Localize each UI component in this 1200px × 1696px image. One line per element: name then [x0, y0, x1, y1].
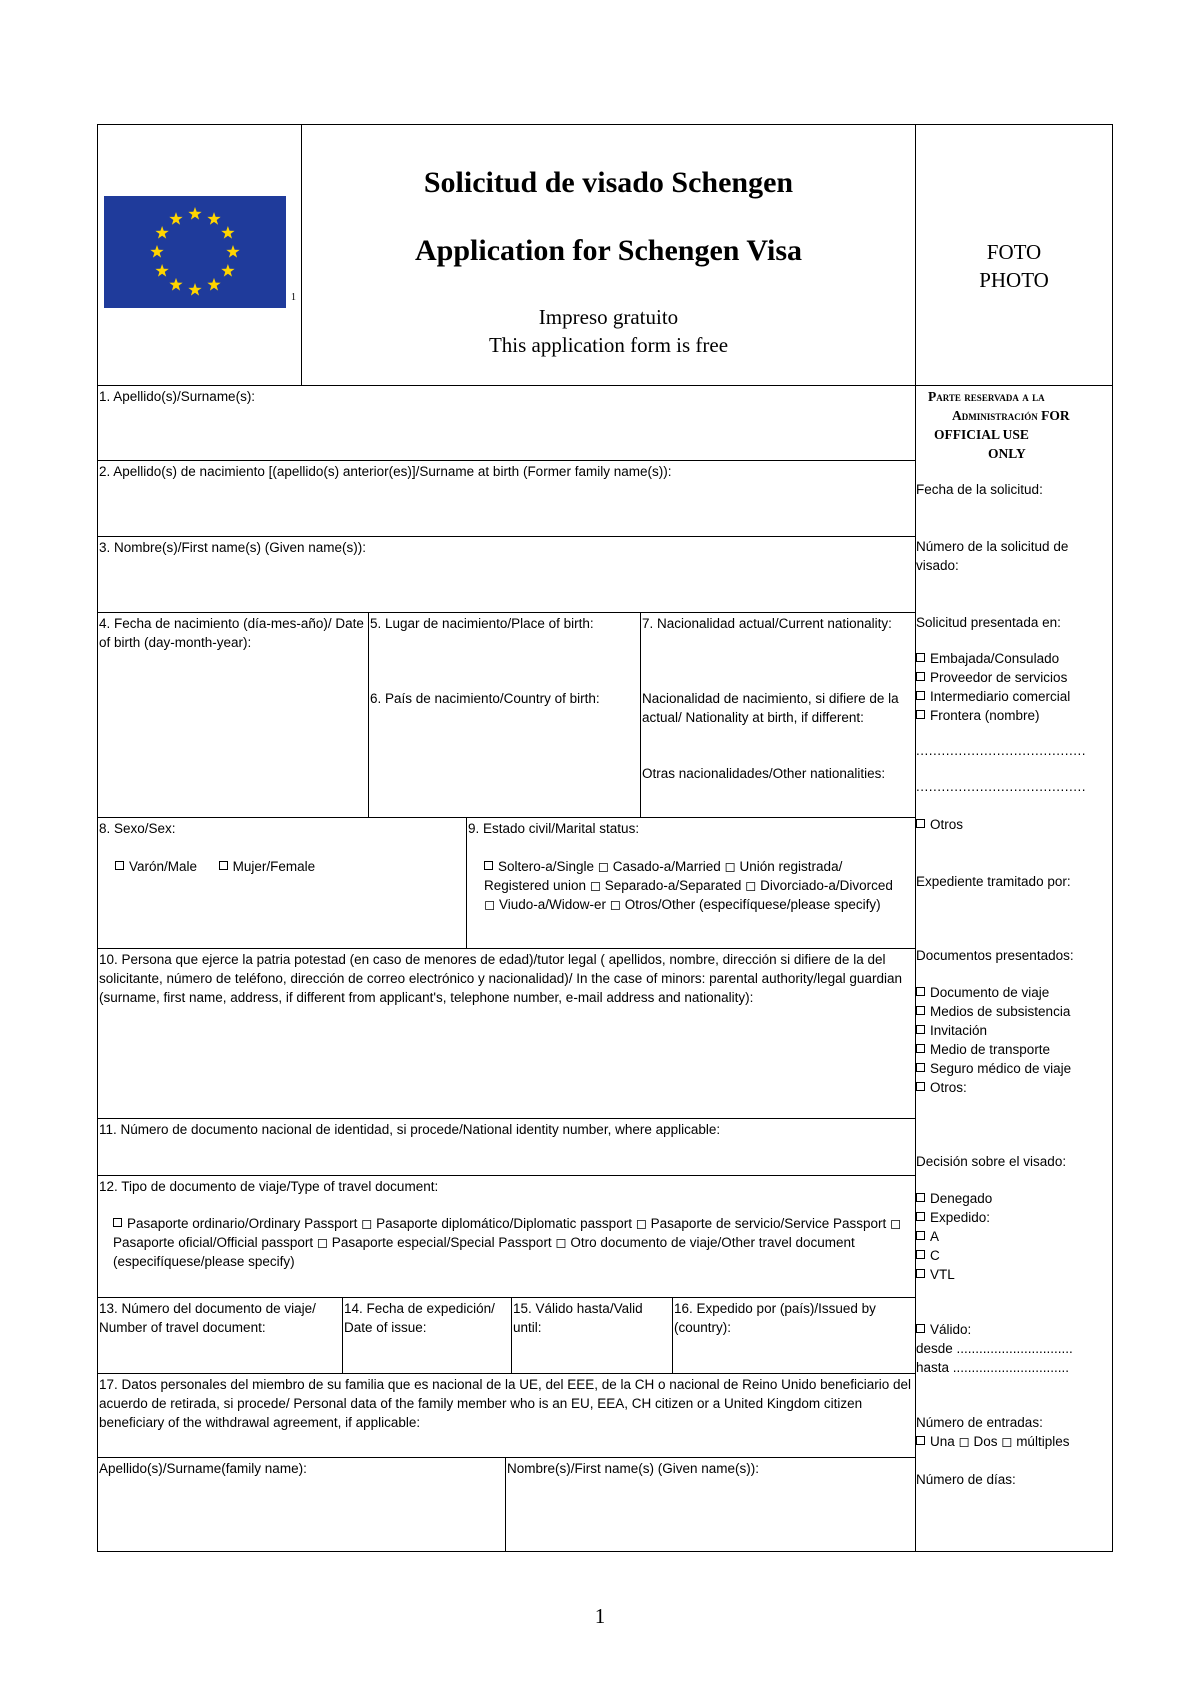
checkbox-invitation[interactable]: Invitación	[916, 1021, 1110, 1040]
checkbox-travel-document[interactable]: Documento de viaje	[916, 983, 1110, 1002]
sex-options	[115, 857, 455, 876]
official-file-handled-by: Expediente tramitado por:	[916, 874, 1071, 889]
checkbox-issued[interactable]: Expedido:	[916, 1208, 1110, 1227]
checkbox-refused[interactable]: Denegado	[916, 1189, 1110, 1208]
page-number: 1	[594, 1604, 606, 1628]
field-date-of-issue[interactable]: 14. Fecha de expedición/ Date of issue:	[344, 1301, 495, 1335]
field-travel-document-type: 12. Tipo de documento de viaje/Type of travel document:	[99, 1179, 439, 1194]
official-number-of-entries: Número de entradas:	[916, 1415, 1043, 1430]
field-country-of-birth[interactable]: 6. País de nacimiento/Country of birth:	[370, 691, 600, 706]
field-issued-by[interactable]: 16. Expedido por (país)/Issued by (country):	[674, 1301, 876, 1335]
field-family-first-name[interactable]: Nombre(s)/First name(s) (Given name(s)):	[507, 1461, 760, 1476]
official-valid-until: hasta ...............................	[916, 1360, 1070, 1375]
photo-label-en: PHOTO	[979, 268, 1049, 292]
field-other-nationalities[interactable]: Otras nacionalidades/Other nationalities:	[642, 766, 886, 781]
free-es: Impreso gratuito	[538, 305, 679, 329]
field-family-surname[interactable]: Apellido(s)/Surname(family name):	[99, 1461, 307, 1476]
official-application-date: Fecha de la solicitud:	[916, 482, 1043, 497]
field-current-nationality[interactable]: 7. Nacionalidad actual/Current nationality:	[642, 616, 892, 631]
footnote-mark: 1	[291, 292, 296, 303]
field-national-id[interactable]: 11. Número de documento nacional de identidad, si procede/National identity number, where applicable:	[99, 1122, 721, 1137]
travel-document-options[interactable]: Pasaporte ordinario/Ordinary Passport ◻ Pasaporte diplomático/Diplomatic passport ◻ Pasaporte de servicio/Service Passport ◻ Pasaporte oficial/Official passport ◻ Pasaporte especial/Special Passport ◻ Otro documento de viaje/Other travel document (especifíquese/please specify)	[113, 1216, 902, 1269]
official-application-number: Número de la solicitud de visado:	[916, 539, 1069, 573]
checkbox-other-documents[interactable]: Otros:	[916, 1078, 1110, 1097]
eu-flag	[104, 196, 286, 308]
checkbox-travel-insurance[interactable]: Seguro médico de viaje	[916, 1059, 1110, 1078]
photo-label-es: FOTO	[986, 240, 1042, 264]
field-place-of-birth[interactable]: 5. Lugar de nacimiento/Place of birth:	[370, 616, 594, 631]
checkbox-male[interactable]: Varón/Male	[115, 859, 197, 874]
checkbox-embassy[interactable]: Embajada/Consulado	[916, 649, 1110, 668]
dots-line-1: ........................................	[916, 743, 1087, 758]
official-lodged-at: Solicitud presentada en:	[916, 615, 1061, 630]
free-en: This application form is free	[488, 333, 729, 357]
marital-status-options[interactable]: Soltero-a/Single ◻ Casado-a/Married ◻ Unión registrada/ Registered union ◻ Separado-a/Separated ◻ Divorciado-a/Divorced ◻ Viudo-a/Widow-er ◻ Otros/Other (especifíquese/please specify)	[484, 859, 893, 912]
official-use-title: Parte reservada a la Administración FOR OFFICIAL USE ONLY	[928, 389, 1070, 461]
official-decision-options	[916, 1189, 1110, 1284]
field-first-name[interactable]: 3. Nombre(s)/First name(s) (Given name(s)):	[99, 540, 367, 555]
checkbox-valid[interactable]: Válido:	[916, 1320, 1110, 1339]
checkbox-female[interactable]: Mujer/Female	[219, 859, 316, 874]
checkbox-means-of-transport[interactable]: Medio de transporte	[916, 1040, 1110, 1059]
title-en: Application for Schengen Visa	[415, 234, 802, 267]
checkbox-service-provider[interactable]: Proveedor de servicios	[916, 668, 1110, 687]
official-visa-decision: Decisión sobre el visado:	[916, 1154, 1067, 1169]
field-marital-status: 9. Estado civil/Marital status:	[468, 821, 640, 836]
field-family-member: 17. Datos personales del miembro de su familia que es nacional de la UE, del EEE, de la CH o nacional de Reino Unido beneficiario del acuerdo de retirada, si procede/ Personal data of the family member who is an EU, EEA, CH citizen or a United Kingdom citizen beneficiary of the withdrawal agreement, if applicable:	[99, 1377, 911, 1430]
official-documents-options	[916, 983, 1110, 1097]
title-es: Solicitud de visado Schengen	[423, 166, 794, 199]
official-entries-options[interactable]: Una ◻ Dos ◻ múltiples	[916, 1432, 1110, 1451]
checkbox-intermediary[interactable]: Intermediario comercial	[916, 687, 1110, 706]
field-date-of-birth[interactable]: 4. Fecha de nacimiento (día-mes-año)/ Date of birth (day-month-year):	[99, 616, 364, 650]
field-valid-until[interactable]: 15. Válido hasta/Valid until:	[513, 1301, 643, 1335]
dots-line-2: ........................................	[916, 779, 1087, 794]
official-documents: Documentos presentados:	[916, 948, 1074, 963]
official-valid-from: desde ...............................	[916, 1341, 1073, 1356]
field-sex: 8. Sexo/Sex:	[99, 821, 176, 836]
field-surname-at-birth[interactable]: 2. Apellido(s) de nacimiento [(apellido(s) anterior(es)]/Surname at birth (Former family name(s)):	[99, 464, 672, 479]
field-legal-guardian[interactable]: 10. Persona que ejerce la patria potestad (en caso de menores de edad)/tutor legal ( apellidos, nombre, dirección si difiere de la del solicitante, número de teléfono, dirección de correo electrónico y nacionalidad)/ In the case of minors: parental authority/legal guardian (surname, first name, address, if different from applicant's, telephone number, e-mail address and nationality):	[99, 952, 902, 1005]
eu-flag-icon	[104, 196, 286, 308]
field-nationality-at-birth[interactable]: Nacionalidad de nacimiento, si difiere de la actual/ Nationality at birth, if different:	[642, 691, 899, 725]
checkbox-type-vtl[interactable]: VTL	[916, 1265, 1110, 1284]
checkbox-type-c[interactable]: C	[916, 1246, 1110, 1265]
checkbox-type-a[interactable]: A	[916, 1227, 1110, 1246]
checkbox-means-of-subsistence[interactable]: Medios de subsistencia	[916, 1002, 1110, 1021]
checkbox-other-lodged[interactable]: Otros	[916, 815, 1110, 834]
official-lodged-options	[916, 649, 1110, 725]
field-travel-document-number[interactable]: 13. Número del documento de viaje/ Number of travel document:	[99, 1301, 316, 1335]
checkbox-border[interactable]: Frontera (nombre)	[916, 706, 1110, 725]
field-surname[interactable]: 1. Apellido(s)/Surname(s):	[99, 389, 256, 404]
official-number-of-days: Número de días:	[916, 1472, 1016, 1487]
